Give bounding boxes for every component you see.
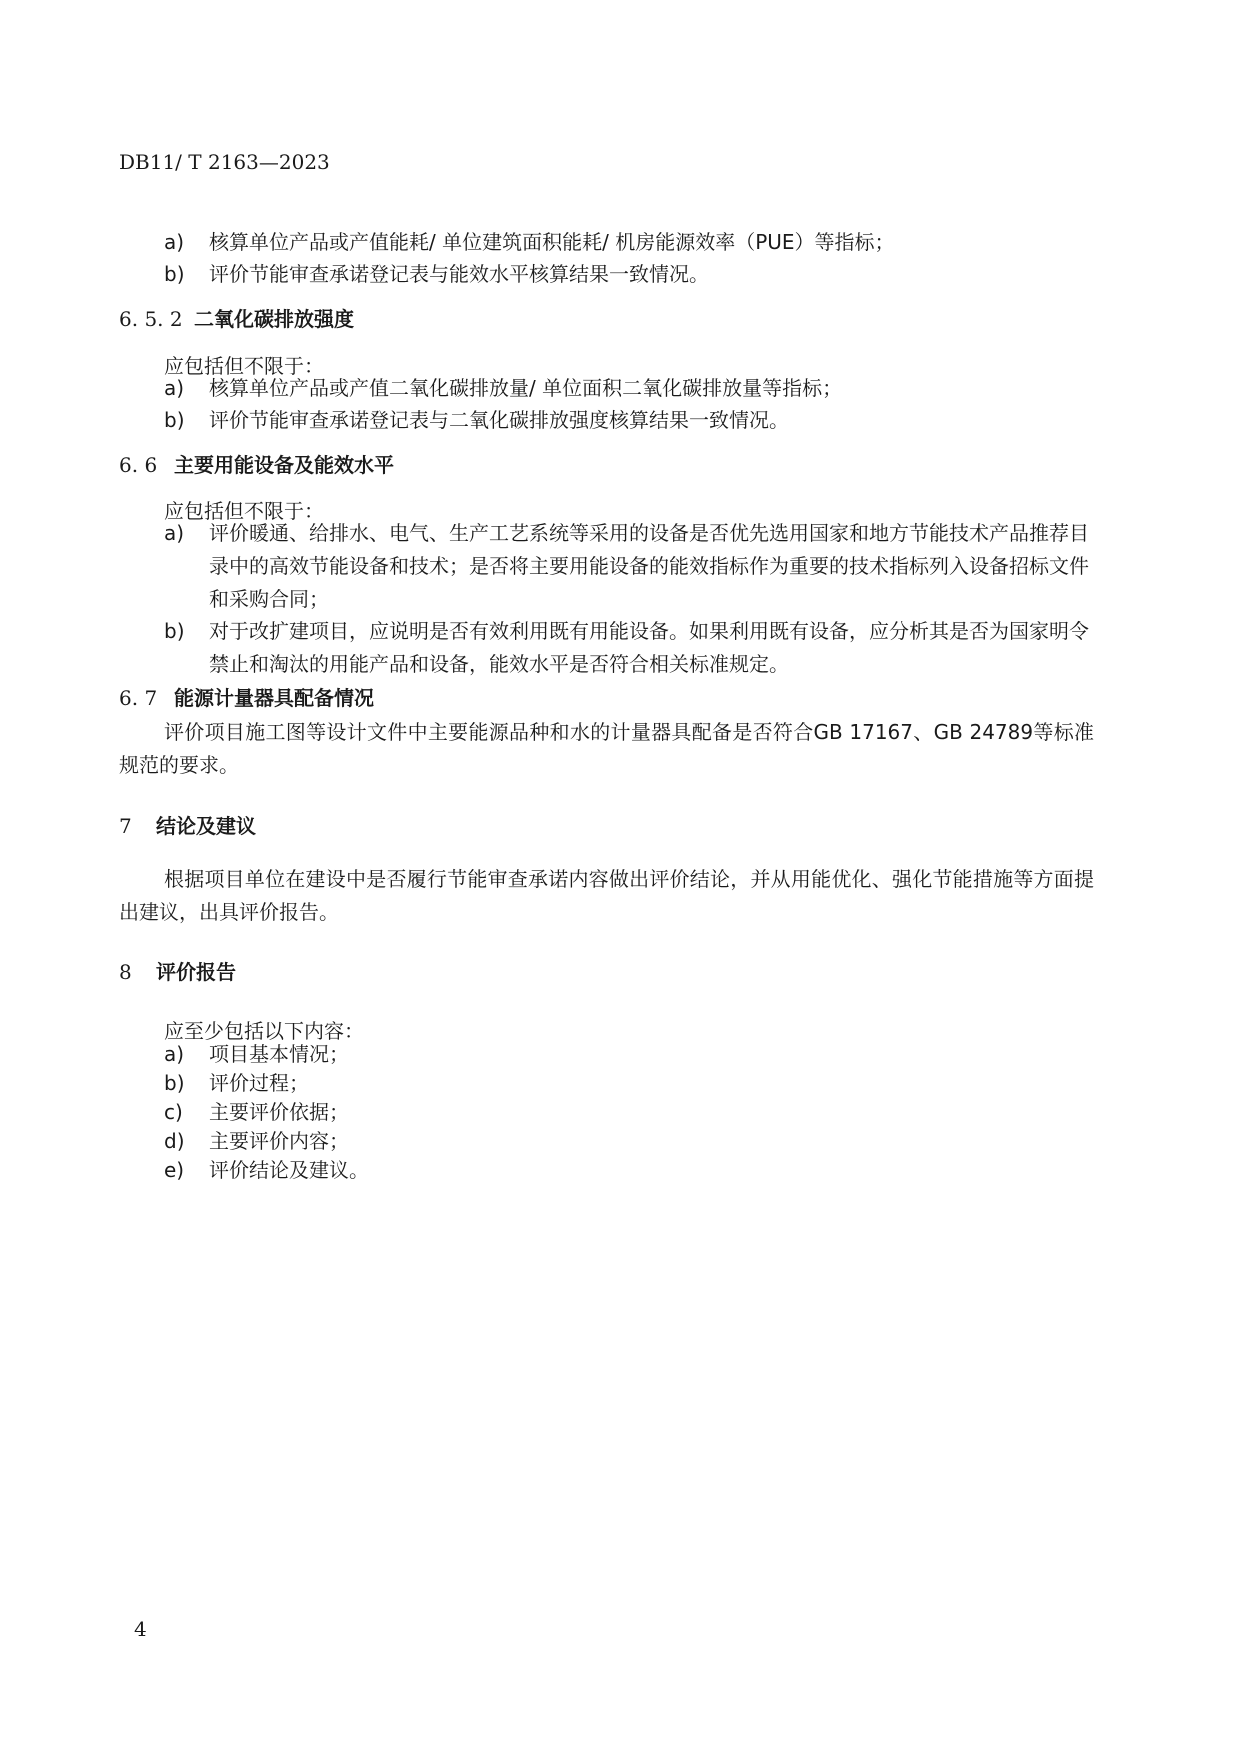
list-item-text: 评价暖通、给排水、电气、生产工艺系统等采用的设备是否优先选用国家和地方节能技术产品推荐目录中的高效节能设备和技术；是否将主要用能设备的能效指标作为重要的技术指标列入设备招标文件和采购合同； <box>209 521 1089 611</box>
list-item-label: a) <box>164 376 185 400</box>
section-number: 7 <box>119 814 132 838</box>
list-item-text: 项目基本情况； <box>209 1042 349 1066</box>
list-item-label: b) <box>164 619 185 643</box>
section-intro: 应至少包括以下内容： <box>164 1019 364 1043</box>
list-item-label: e) <box>164 1158 185 1182</box>
section-title: 评价报告 <box>156 960 236 984</box>
list-item-label: a) <box>164 230 185 254</box>
list-item-label: c) <box>164 1100 183 1124</box>
section-body: 根据项目单位在建设中是否履行节能审查承诺内容做出评价结论，并从用能优化、强化节能措施等方面提出建议，出具评价报告。 <box>119 867 1094 924</box>
list-item-text: 主要评价内容； <box>209 1129 349 1153</box>
list-item-text: 评价节能审查承诺登记表与二氧化碳排放强度核算结果一致情况。 <box>209 408 789 432</box>
list-item-label: b) <box>164 408 185 432</box>
section-number: 6. 7 <box>119 686 158 710</box>
section-body: 评价项目施工图等设计文件中主要能源品种和水的计量器具配备是否符合GB 17167、GB 24789等标准规范的要求。 <box>119 720 1094 777</box>
list-item-label: a) <box>164 1042 185 1066</box>
section-intro: 应包括但不限于： <box>164 354 324 378</box>
section-title: 主要用能设备及能效水平 <box>174 453 394 477</box>
section-intro: 应包括但不限于： <box>164 499 324 523</box>
list-item-text: 核算单位产品或产值能耗/ 单位建筑面积能耗/ 机房能源效率（PUE）等指标； <box>209 230 895 254</box>
section-heading-7 <box>119 810 256 839</box>
list-item-text: 评价过程； <box>209 1071 309 1095</box>
section-number: 6. 5. 2 <box>119 307 183 331</box>
document-code-header: DB11/ T 2163—2023 <box>119 150 330 174</box>
section-number: 8 <box>119 960 132 984</box>
section-heading-6-5-2 <box>119 303 354 332</box>
list-item-label: d) <box>164 1129 185 1153</box>
section-title: 能源计量器具配备情况 <box>174 686 374 710</box>
section-heading-6-7 <box>119 682 374 711</box>
list-item-text: 对于改扩建项目，应说明是否有效利用既有用能设备。如果利用既有设备，应分析其是否为国家明令禁止和淘汰的用能产品和设备，能效水平是否符合相关标准规定。 <box>209 619 1089 676</box>
page-number: 4 <box>134 1617 147 1641</box>
list-item-label: b) <box>164 1071 185 1095</box>
section-number: 6. 6 <box>119 453 158 477</box>
list-item-text: 评价结论及建议。 <box>209 1158 369 1182</box>
section-title: 结论及建议 <box>156 814 256 838</box>
section-heading-6-6 <box>119 449 394 478</box>
section-title: 二氧化碳排放强度 <box>194 307 354 331</box>
list-item-label: b) <box>164 262 185 286</box>
section-heading-8 <box>119 956 236 985</box>
list-item-label: a) <box>164 521 185 545</box>
list-item-text: 核算单位产品或产值二氧化碳排放量/ 单位面积二氧化碳排放量等指标； <box>209 376 843 400</box>
list-item-text: 主要评价依据； <box>209 1100 349 1124</box>
list-item-text: 评价节能审查承诺登记表与能效水平核算结果一致情况。 <box>209 262 709 286</box>
